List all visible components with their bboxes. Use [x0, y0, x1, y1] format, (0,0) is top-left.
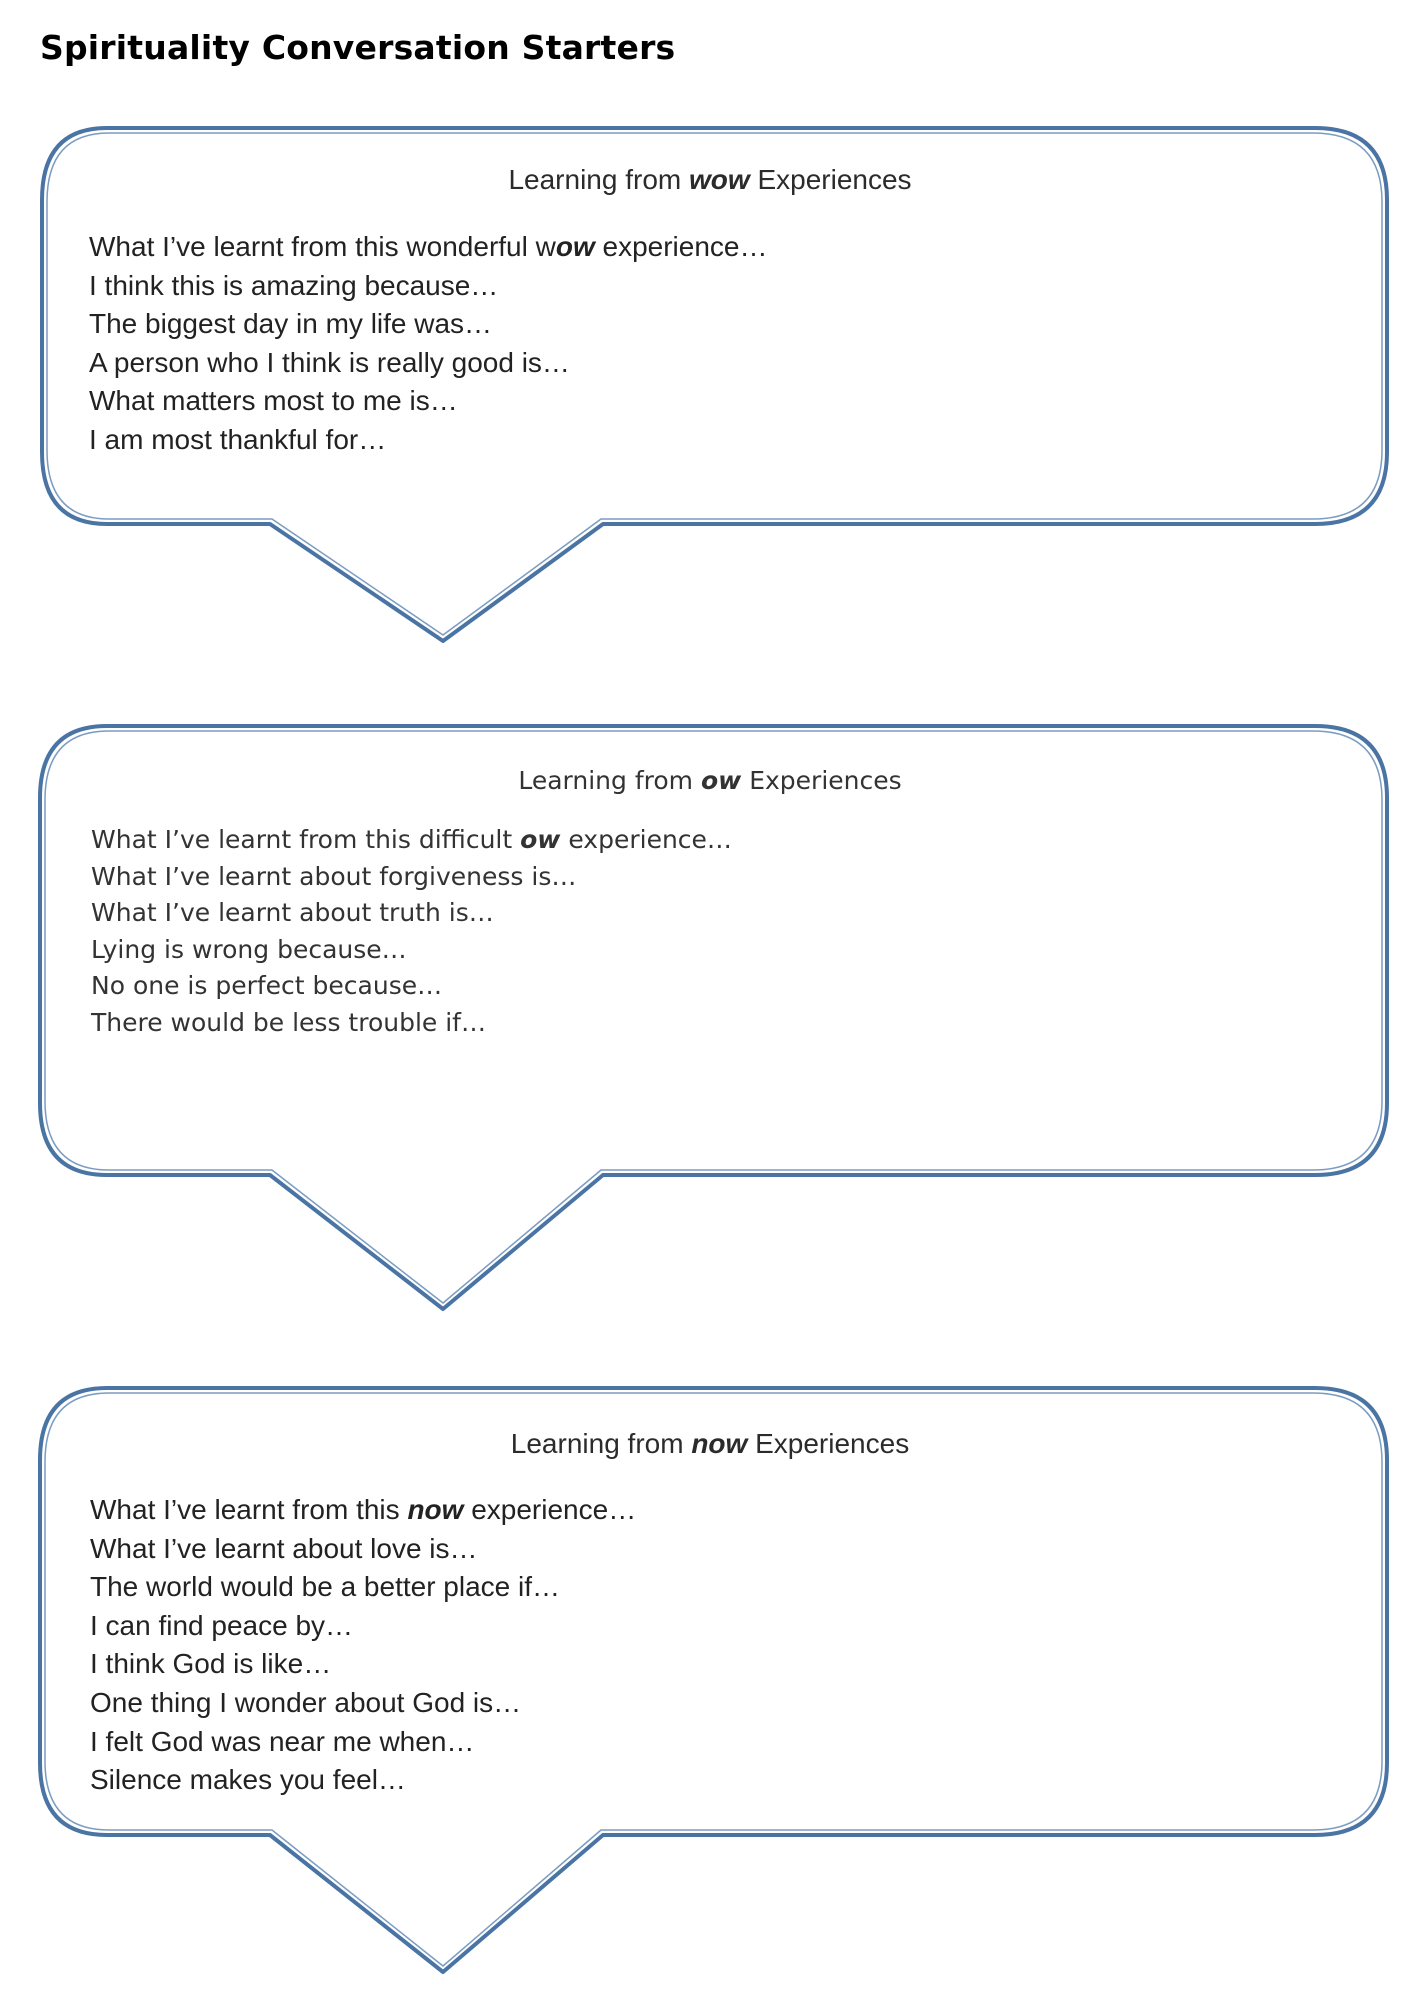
line-suffix: experience…: [463, 1494, 637, 1525]
title-suffix: Experiences: [749, 164, 912, 195]
title-suffix: Experiences: [747, 1428, 910, 1459]
starter-line: The biggest day in my life was…: [89, 308, 493, 340]
line-emphasis: ow: [555, 231, 595, 262]
starter-list-ow: [91, 822, 732, 1042]
starter-line: [89, 228, 768, 267]
starter-line: What matters most to me is…: [89, 385, 458, 417]
starter-line: Lying is wrong because…: [91, 934, 407, 964]
starter-line: Silence makes you feel…: [90, 1764, 406, 1796]
starter-line: One thing I wonder about God is…: [90, 1686, 522, 1718]
starter-line: I think God is like…: [90, 1648, 332, 1680]
title-emphasis: ow: [700, 766, 742, 795]
line-emphasis: now: [407, 1494, 464, 1525]
starter-line: What I’ve learnt about forgiveness is…: [91, 861, 577, 891]
line-prefix: What I’ve learnt from this wonderful w: [89, 231, 556, 262]
bubble-title-ow: [60, 766, 1360, 795]
page-title: Spirituality Conversation Starters: [40, 28, 676, 67]
bubble-title-wow: [60, 164, 1360, 196]
starter-line: I can find peace by…: [90, 1609, 354, 1641]
line-prefix: What I’ve learnt from this difficult: [91, 825, 521, 854]
starter-line: No one is perfect because…: [91, 971, 443, 1001]
title-prefix: Learning from: [518, 766, 701, 795]
title-prefix: Learning from: [510, 1428, 692, 1459]
title-emphasis: wow: [689, 164, 750, 195]
starter-line: There would be less trouble if…: [91, 1007, 486, 1037]
starter-line: What I’ve learnt about truth is…: [91, 898, 494, 928]
line-suffix: experience…: [594, 231, 768, 262]
starter-line: [91, 822, 732, 859]
title-suffix: Experiences: [741, 766, 902, 795]
title-emphasis: now: [691, 1428, 748, 1459]
starter-line: I think this is amazing because…: [89, 269, 499, 301]
starter-line: A person who I think is really good is…: [89, 346, 570, 378]
starter-line: [90, 1491, 636, 1530]
bubble-title-now: [60, 1428, 1360, 1460]
line-suffix: experience…: [560, 825, 732, 854]
starter-line: I felt God was near me when…: [90, 1725, 475, 1757]
starter-list-wow: [89, 228, 768, 460]
starter-line: What I’ve learnt about love is…: [90, 1532, 478, 1564]
title-prefix: Learning from: [508, 164, 689, 195]
line-emphasis: ow: [520, 825, 561, 854]
starter-list-now: [90, 1491, 636, 1800]
line-prefix: What I’ve learnt from this: [90, 1494, 408, 1525]
starter-line: The world would be a better place if…: [90, 1571, 561, 1603]
starter-line: I am most thankful for…: [89, 423, 387, 455]
